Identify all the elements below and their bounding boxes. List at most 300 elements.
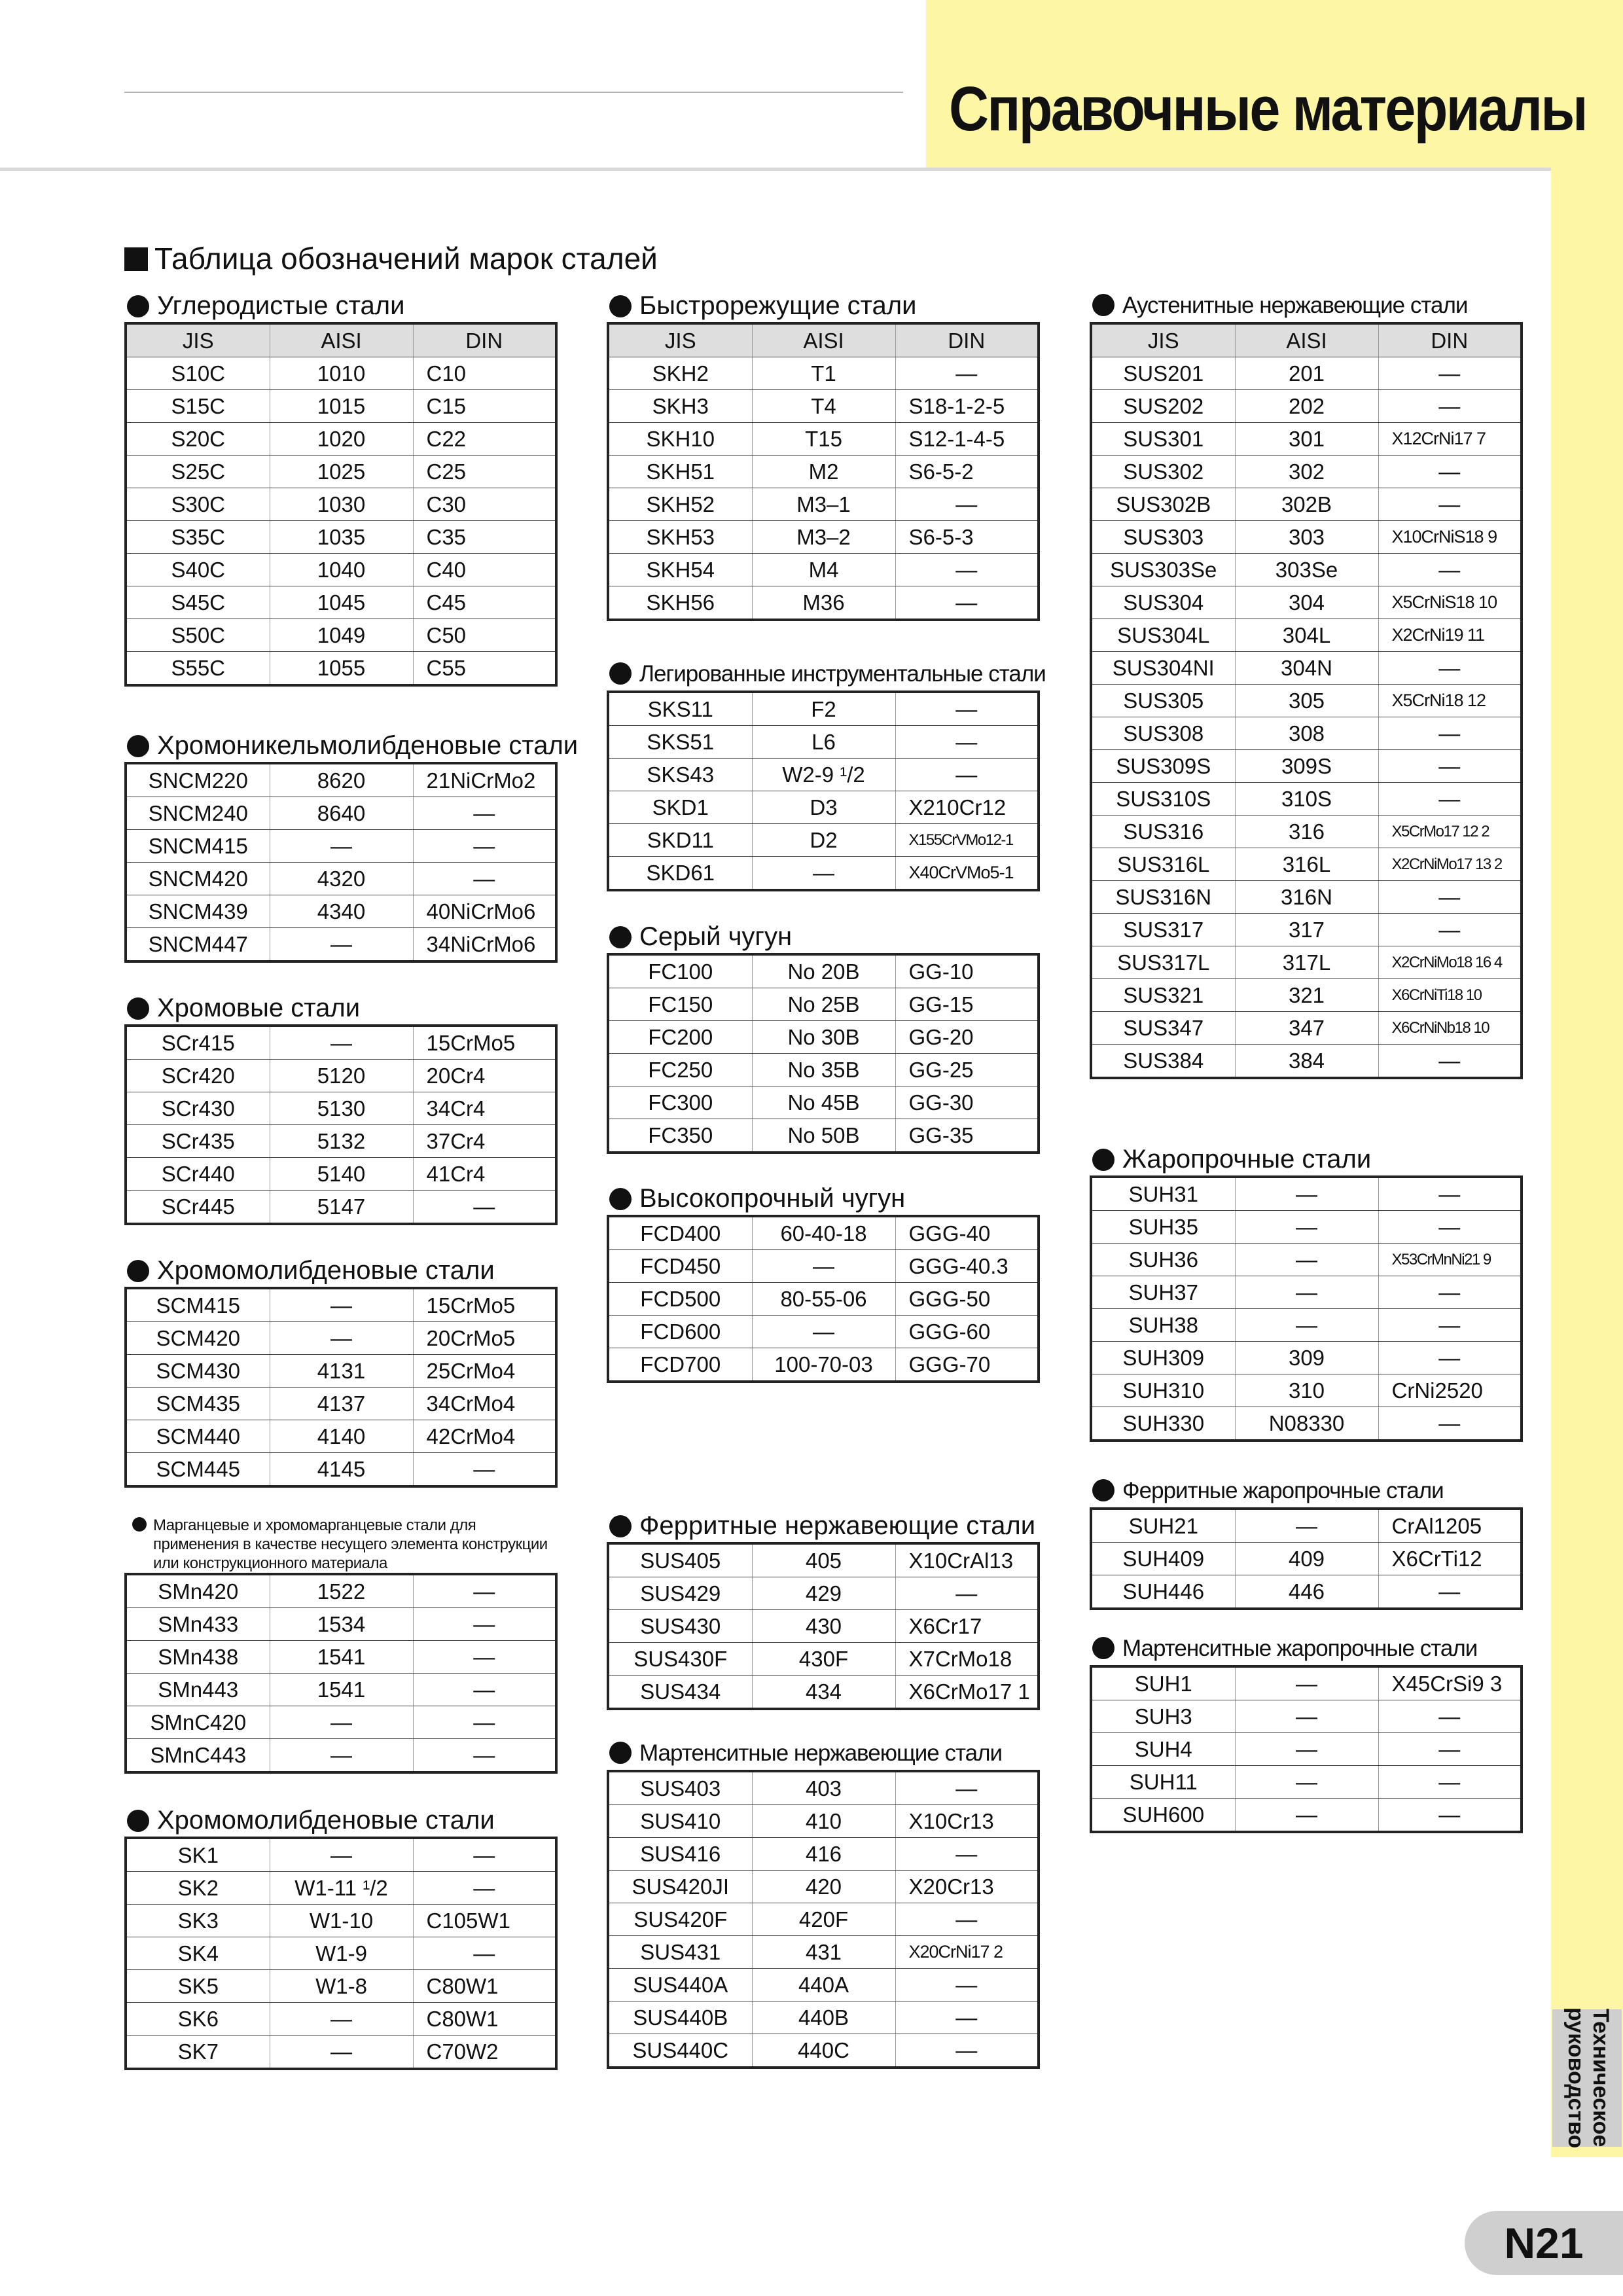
table-row [1091, 979, 1522, 1012]
din-cell: — [413, 1453, 556, 1487]
din-cell: GGG-40 [895, 1216, 1039, 1250]
din-cell: 41Cr4 [413, 1158, 556, 1191]
jis-cell: SUS304NI [1091, 652, 1235, 685]
din-cell: C80W1 [413, 1970, 556, 2003]
section-gray-iron [607, 920, 1037, 1154]
aisi-cell: W1-11 ¹/2 [270, 1872, 413, 1905]
jis-cell: FCD600 [608, 1316, 752, 1348]
jis-cell: SKH2 [608, 357, 752, 390]
table-row [608, 554, 1039, 586]
section-title-text: Хромомолибденовые стали [157, 1256, 495, 1285]
table-row [126, 456, 556, 488]
column-header-aisi: AISI [1235, 323, 1378, 357]
grade-table [607, 1770, 1040, 2069]
din-cell: X2CrNi19 11 [1378, 619, 1522, 652]
section-austenitic-stainless [1090, 289, 1520, 1079]
jis-cell: SCr430 [126, 1092, 270, 1125]
din-cell: CrNi2520 [1378, 1374, 1522, 1407]
aisi-cell: 403 [752, 1771, 895, 1805]
din-cell: — [1378, 914, 1522, 946]
aisi-cell: 309S [1235, 750, 1378, 783]
din-cell: — [413, 1574, 556, 1608]
jis-cell: SUS440C [632, 2037, 729, 2062]
aisi-cell: 446 [1235, 1575, 1378, 1609]
aisi-cell: — [1235, 1733, 1378, 1766]
aisi-cell: 1040 [270, 554, 413, 586]
aisi-cell: 202 [1235, 390, 1378, 423]
jis-cell: SUS303 [1091, 521, 1235, 554]
aisi-cell: 4340 [270, 895, 413, 928]
aisi-cell: 416 [752, 1838, 895, 1871]
din-cell: X40CrVMo5-1 [895, 857, 1039, 891]
grade-table [124, 1287, 558, 1488]
din-cell: X6CrMo17 1 [895, 1676, 1039, 1710]
aisi-cell: 317L [1235, 946, 1378, 979]
aisi-cell: — [1235, 1177, 1378, 1211]
section-title-text: Марганцевые и хромомарганцевые стали для применения в качестве несущего элемента конструкции или конструкционного материала [153, 1516, 548, 1572]
jis-cell: SCr420 [126, 1060, 270, 1092]
jis-cell: S50C [126, 619, 270, 652]
din-cell: — [413, 1706, 556, 1739]
bullet-icon [609, 926, 632, 948]
table-row [126, 2003, 556, 2036]
jis-cell: SUS434 [640, 1679, 721, 1704]
aisi-cell: D2 [752, 824, 895, 857]
jis-cell: SUH330 [1122, 1410, 1205, 1435]
aisi-cell: — [1235, 1666, 1378, 1700]
table-row [608, 791, 1039, 824]
section-title-text: Высокопрочный чугун [639, 1184, 906, 1213]
section-title-text: Ферритные жаропрочные стали [1122, 1478, 1444, 1503]
table-row [126, 1970, 556, 2003]
table-row [1091, 881, 1522, 914]
din-cell: GG-10 [895, 954, 1039, 988]
table-row [1091, 554, 1522, 586]
jis-cell: FCD500 [608, 1283, 752, 1316]
jis-cell: SMnC420 [126, 1706, 270, 1739]
table-row [1091, 1045, 1522, 1079]
table-row [1091, 1012, 1522, 1045]
section-title-text: Мартенситные нержавеющие стали [639, 1740, 1003, 1766]
din-cell: C30 [413, 488, 556, 521]
jis-cell: SUH38 [1091, 1309, 1235, 1342]
jis-cell: SUS202 [1091, 390, 1235, 423]
jis-cell: SCM420 [126, 1322, 270, 1355]
table-row [1091, 1177, 1522, 1211]
aisi-cell: 304L [1235, 619, 1378, 652]
jis-cell: SKS51 [608, 726, 752, 759]
aisi-cell: — [752, 1316, 895, 1348]
din-cell: GG-25 [895, 1054, 1039, 1086]
jis-cell: SUS321 [1091, 979, 1235, 1012]
table-row [126, 2036, 556, 2070]
din-cell: — [895, 2034, 1039, 2068]
aisi-cell: 80-55-06 [752, 1283, 895, 1316]
jis-cell: SUS302B [1091, 488, 1235, 521]
section-title-text: Мартенситные жаропрочные стали [1122, 1636, 1478, 1661]
bullet-icon [127, 735, 149, 757]
din-cell: — [1378, 1177, 1522, 1211]
table-row [1091, 1700, 1522, 1733]
aisi-cell: — [1235, 1509, 1378, 1543]
din-cell: C35 [413, 521, 556, 554]
aisi-cell: — [1235, 1276, 1378, 1309]
aisi-cell: W2-9 ¹/2 [752, 759, 895, 791]
table-row [608, 2001, 1039, 2034]
table-row [1091, 1374, 1522, 1407]
bullet-icon [1092, 1637, 1115, 1659]
jis-cell: SUS420JI [608, 1871, 752, 1903]
grade-table [1090, 322, 1523, 1079]
table-row [126, 357, 556, 390]
grade-table [607, 1542, 1040, 1710]
table-row [1091, 717, 1522, 750]
table-row [126, 1388, 556, 1420]
table-row [1091, 1309, 1522, 1342]
table-row [608, 1316, 1039, 1348]
table-row [126, 1641, 556, 1674]
section-title-text: Быстрорежущие стали [639, 291, 917, 320]
table-row [126, 1706, 556, 1739]
aisi-cell: M36 [752, 586, 895, 620]
side-strip [1551, 168, 1623, 2157]
section-manganese [124, 1516, 555, 1774]
jis-cell: SUS308 [1091, 717, 1235, 750]
bullet-icon [609, 1515, 632, 1537]
jis-cell: S45C [126, 586, 270, 619]
jis-cell: SUH35 [1091, 1211, 1235, 1244]
din-cell: GGG-60 [895, 1316, 1039, 1348]
jis-cell: SMn433 [126, 1608, 270, 1641]
table-row [608, 1543, 1039, 1577]
jis-cell: SKH3 [608, 390, 752, 423]
aisi-cell: N08330 [1235, 1407, 1378, 1441]
bullet-icon [127, 1810, 149, 1832]
section-title [607, 1737, 1037, 1770]
aisi-cell: 410 [752, 1805, 895, 1838]
din-cell: — [413, 1937, 556, 1970]
table-row [126, 1125, 556, 1158]
aisi-cell: 1055 [270, 652, 413, 686]
aisi-cell: — [1235, 1799, 1378, 1833]
jis-cell: SUH36 [1091, 1244, 1235, 1276]
aisi-cell: — [270, 2003, 413, 2036]
table-row [126, 763, 556, 797]
table-row [608, 1903, 1039, 1936]
table-row [608, 357, 1039, 390]
din-cell: C70W2 [413, 2036, 556, 2070]
jis-cell: SCM415 [126, 1288, 270, 1322]
jis-cell: SUH3 [1091, 1700, 1235, 1733]
aisi-cell: 1541 [270, 1641, 413, 1674]
section-title-text: Хромоникельмолибденовые стали [157, 731, 579, 760]
page-number: N21 [1465, 2211, 1623, 2275]
aisi-cell: — [1235, 1309, 1378, 1342]
din-cell: GGG-40.3 [895, 1250, 1039, 1283]
table-row [608, 1771, 1039, 1805]
section-title [124, 992, 555, 1024]
grade-table [124, 1024, 558, 1225]
aisi-cell: 420 [752, 1871, 895, 1903]
jis-cell: SMn420 [126, 1574, 270, 1608]
table-row [608, 954, 1039, 988]
jis-cell: SUH309 [1091, 1342, 1235, 1374]
section-title [1090, 1143, 1520, 1175]
table-row [1091, 1244, 1522, 1276]
aisi-cell: 1025 [270, 456, 413, 488]
table-row [126, 1355, 556, 1388]
section-title [1090, 289, 1520, 322]
jis-cell: SNCM240 [126, 797, 270, 830]
aisi-cell: 430 [752, 1610, 895, 1643]
section-title [1090, 1475, 1520, 1507]
table-header-row [1091, 323, 1522, 357]
din-cell: — [413, 1608, 556, 1641]
aisi-cell: No 45B [752, 1086, 895, 1119]
square-bullet-icon [124, 247, 148, 271]
din-cell: — [895, 2001, 1039, 2034]
din-cell: — [413, 1739, 556, 1773]
table-row [1091, 946, 1522, 979]
jis-cell: SKD61 [646, 860, 715, 885]
jis-cell: SUS317L [1091, 946, 1235, 979]
din-cell: 15CrMo5 [413, 1288, 556, 1322]
aisi-cell: M3–1 [752, 488, 895, 521]
grade-table [124, 322, 558, 687]
section-title-text: Легированные инструментальные стали [639, 661, 1046, 687]
din-cell: — [895, 759, 1039, 791]
table-row [126, 1739, 556, 1773]
aisi-cell: — [270, 1026, 413, 1060]
aisi-cell: — [752, 857, 895, 891]
jis-cell: SKH54 [608, 554, 752, 586]
bullet-icon [127, 295, 149, 317]
column-header-aisi: AISI [270, 323, 413, 357]
jis-cell: SUS431 [608, 1936, 752, 1969]
side-label [1552, 2009, 1622, 2147]
bullet-icon [1092, 294, 1115, 316]
jis-cell: S55C [171, 655, 226, 680]
table-row [608, 1021, 1039, 1054]
din-cell: X2CrNiMo17 13 2 [1378, 848, 1522, 881]
table-row [1091, 521, 1522, 554]
table-row [126, 1092, 556, 1125]
table-row [608, 2034, 1039, 2068]
aisi-cell: 304 [1235, 586, 1378, 619]
din-cell: X155CrVMo12-1 [895, 824, 1039, 857]
aisi-cell: 302B [1235, 488, 1378, 521]
table-row [126, 928, 556, 962]
din-cell: — [895, 357, 1039, 390]
table-row [126, 1026, 556, 1060]
din-cell: 34CrMo4 [413, 1388, 556, 1420]
din-cell: — [1378, 1733, 1522, 1766]
din-cell: 42CrMo4 [413, 1420, 556, 1453]
aisi-cell: T4 [752, 390, 895, 423]
din-cell: C45 [413, 586, 556, 619]
jis-cell: SK6 [126, 2003, 270, 2036]
jis-cell: SCr415 [126, 1026, 270, 1060]
table-row [126, 1060, 556, 1092]
grade-table [1090, 1507, 1523, 1610]
din-cell: — [895, 692, 1039, 726]
aisi-cell: M4 [752, 554, 895, 586]
jis-cell: SKH56 [646, 590, 715, 615]
jis-cell: SUH310 [1091, 1374, 1235, 1407]
jis-cell: SUH31 [1091, 1177, 1235, 1211]
din-cell: X5CrMo17 12 2 [1378, 816, 1522, 848]
section-cr-mo [124, 1254, 555, 1488]
table-row [608, 1871, 1039, 1903]
din-cell: X5CrNiS18 10 [1378, 586, 1522, 619]
table-row [126, 1608, 556, 1641]
bullet-icon [1092, 1149, 1115, 1171]
aisi-cell: 434 [752, 1676, 895, 1710]
table-row [126, 830, 556, 863]
aisi-cell: — [1235, 1244, 1378, 1276]
section-title-text: Жаропрочные стали [1122, 1145, 1372, 1174]
din-cell: C55 [413, 652, 556, 686]
din-cell: — [1378, 488, 1522, 521]
din-cell: X6Cr17 [895, 1610, 1039, 1643]
table-row [1091, 816, 1522, 848]
aisi-cell: 409 [1235, 1543, 1378, 1575]
aisi-cell: 4137 [270, 1388, 413, 1420]
aisi-cell: 429 [752, 1577, 895, 1610]
din-cell: — [895, 586, 1039, 620]
table-row [608, 1086, 1039, 1119]
din-cell: GG-20 [895, 1021, 1039, 1054]
grade-table [607, 953, 1040, 1154]
section-title-text: Ферритные нержавеющие стали [639, 1511, 1036, 1540]
section-title-text: Хромомолибденовые стали [157, 1806, 495, 1835]
din-cell: C50 [413, 619, 556, 652]
bullet-icon [609, 1742, 632, 1764]
grade-table [607, 1215, 1040, 1383]
din-cell: C10 [413, 357, 556, 390]
aisi-cell: 4131 [270, 1355, 413, 1388]
jis-cell: FC100 [608, 954, 752, 988]
aisi-cell: 8620 [270, 763, 413, 797]
aisi-cell: 1522 [270, 1574, 413, 1608]
jis-cell: SK2 [126, 1872, 270, 1905]
table-row [126, 652, 556, 686]
table-row [126, 488, 556, 521]
aisi-cell: 5120 [270, 1060, 413, 1092]
table-row [1091, 1407, 1522, 1441]
aisi-cell: No 50B [752, 1119, 895, 1153]
jis-cell: SNCM439 [126, 895, 270, 928]
jis-cell: FC200 [608, 1021, 752, 1054]
section-chromium [124, 992, 555, 1225]
jis-cell: SCM430 [126, 1355, 270, 1388]
aisi-cell: 303Se [1235, 554, 1378, 586]
aisi-cell: 1541 [270, 1674, 413, 1706]
aisi-cell: 1030 [270, 488, 413, 521]
jis-cell: S35C [126, 521, 270, 554]
aisi-cell: — [752, 1250, 895, 1283]
jis-cell: SUH37 [1091, 1276, 1235, 1309]
main-heading-text: Таблица обозначений марок сталей [154, 242, 658, 276]
grade-table [124, 1573, 558, 1774]
din-cell: 20Cr4 [413, 1060, 556, 1092]
jis-cell: SCr440 [126, 1158, 270, 1191]
header-divider [0, 168, 1551, 171]
table-row [608, 586, 1039, 620]
table-row [608, 1643, 1039, 1676]
bullet-icon [609, 662, 632, 685]
aisi-cell: 316 [1235, 816, 1378, 848]
table-row [608, 726, 1039, 759]
jis-cell: SUS305 [1091, 685, 1235, 717]
section-title [607, 920, 1037, 953]
aisi-cell: 1015 [270, 390, 413, 423]
section-martensitic-stainless [607, 1737, 1037, 2069]
table-row [608, 1283, 1039, 1316]
section-title [607, 1182, 1037, 1215]
table-row [1091, 685, 1522, 717]
din-cell: GG-15 [895, 988, 1039, 1021]
din-cell: — [895, 726, 1039, 759]
table-row [608, 521, 1039, 554]
section-title [124, 1254, 555, 1287]
aisi-cell: 305 [1235, 685, 1378, 717]
table-row [1091, 914, 1522, 946]
section-title-text: Углеродистые стали [157, 291, 405, 320]
jis-cell: SUS430F [608, 1643, 752, 1676]
aisi-cell: 308 [1235, 717, 1378, 750]
table-row [1091, 1666, 1522, 1700]
jis-cell: SMn443 [126, 1674, 270, 1706]
table-row [1091, 1543, 1522, 1575]
din-cell: X20Cr13 [895, 1871, 1039, 1903]
bullet-icon [127, 997, 149, 1020]
jis-cell: SUH600 [1122, 1802, 1205, 1827]
section-title-text: Хромовые стали [157, 994, 361, 1022]
jis-cell: SK1 [126, 1838, 270, 1872]
aisi-cell: — [270, 1706, 413, 1739]
jis-cell: SNCM415 [126, 830, 270, 863]
section-title [124, 289, 555, 322]
din-cell: — [1378, 750, 1522, 783]
jis-cell: SUH1 [1091, 1666, 1235, 1700]
din-cell: X6CrNiNb18 10 [1378, 1012, 1522, 1045]
din-cell: 21NiCrMo2 [413, 763, 556, 797]
section-carbon [124, 289, 555, 687]
jis-cell: SMnC443 [150, 1742, 247, 1767]
din-cell: — [1378, 652, 1522, 685]
aisi-cell: W1-10 [270, 1905, 413, 1937]
aisi-cell: 317 [1235, 914, 1378, 946]
table-row [126, 1937, 556, 1970]
jis-cell: SUS403 [608, 1771, 752, 1805]
jis-cell: SUS440A [608, 1969, 752, 2001]
table-row [126, 1574, 556, 1608]
page-title: Справочные материалы [949, 74, 1586, 144]
table-row [608, 759, 1039, 791]
jis-cell: SUS301 [1091, 423, 1235, 456]
aisi-cell: — [1235, 1700, 1378, 1733]
din-cell: C105W1 [413, 1905, 556, 1937]
aisi-cell: — [270, 1739, 413, 1773]
table-row [126, 1420, 556, 1453]
din-cell: S6-5-3 [895, 521, 1039, 554]
aisi-cell: 8640 [270, 797, 413, 830]
jis-cell: SCM435 [126, 1388, 270, 1420]
table-row [1091, 1766, 1522, 1799]
aisi-cell: 60-40-18 [752, 1216, 895, 1250]
din-cell: 20CrMo5 [413, 1322, 556, 1355]
